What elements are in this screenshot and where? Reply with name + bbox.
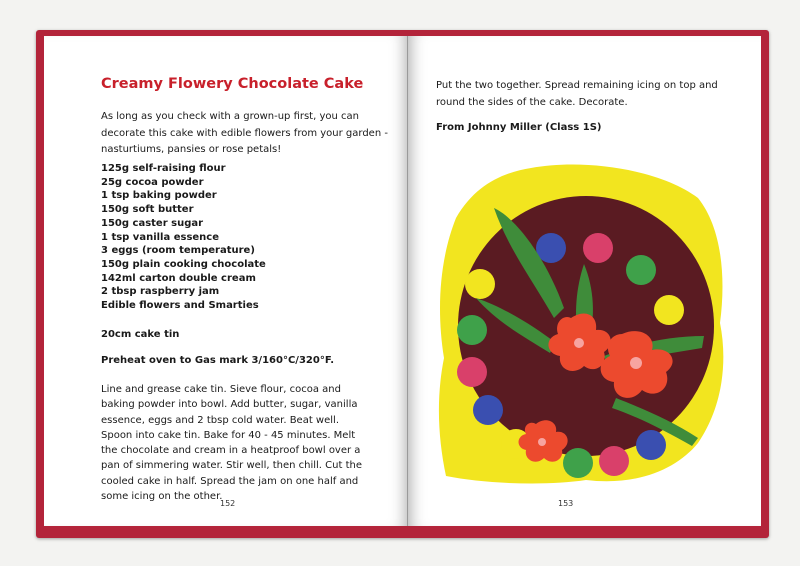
ingredient-list <box>101 162 266 313</box>
recipe-title: Creamy Flowery Chocolate Cake <box>101 76 364 92</box>
left-page <box>44 36 408 526</box>
ingredient-item: Edible flowers and Smarties <box>101 300 259 312</box>
smartie <box>457 357 487 387</box>
flower-center <box>574 338 584 348</box>
ingredient-item: 1 tsp baking powder <box>101 190 217 202</box>
ingredient-item: 125g self-raising flour <box>101 163 226 174</box>
page-number-left: 152 <box>220 499 236 508</box>
smartie <box>457 315 487 345</box>
ingredient-item: 142ml carton double cream <box>101 272 256 284</box>
smartie <box>599 446 629 476</box>
ingredient-item: 1 tsp vanilla essence <box>101 231 220 243</box>
method-text: Line and grease cake tin. Sieve flour, cocoa and baking powder into bowl. Add butter, sugar, vanilla essence, eggs and 2 tbsp cold water. Beat well. Spoon into cake tin. Bake for 40 - 45 minutes. Melt the chocolate and cream in a heatproof bowl over a pan of simmering water. Stir well, then chill. Cut the cooled cake in half. Spread the jam on one half and some icing on the other. <box>101 384 362 503</box>
flower-center <box>630 357 642 369</box>
ingredient-item: 2 tbsp raspberry jam <box>101 286 220 298</box>
recipe-intro: As long as you check with a grown-up first, you can decorate this cake with edible flowers from your garden - nasturtiums, pansies or rose petals! <box>101 111 388 155</box>
preheat-instruction: Preheat oven to Gas mark 3/160°C/320°F. <box>101 355 334 366</box>
smartie <box>654 295 684 325</box>
smartie <box>583 233 613 263</box>
right-page <box>408 36 761 526</box>
method-continuation: Put the two together. Spread remaining icing on top and round the sides of the cake. Decorate. <box>436 80 718 108</box>
child-cake-drawing <box>436 158 726 486</box>
ingredient-item: 150g plain cooking chocolate <box>101 258 266 270</box>
page-number-right: 153 <box>558 499 574 508</box>
ingredient-item: 3 eggs (room temperature) <box>101 245 255 257</box>
flower-center <box>538 438 546 446</box>
smartie <box>465 269 495 299</box>
smartie <box>626 255 656 285</box>
smartie <box>473 395 503 425</box>
cake-tin-note: 20cm cake tin <box>101 329 180 340</box>
smartie <box>563 448 593 478</box>
ingredient-item: 150g soft butter <box>101 204 194 216</box>
ingredient-item: 150g caster sugar <box>101 217 204 229</box>
recipe-author: From Johnny Miller (Class 1S) <box>436 122 602 133</box>
smartie <box>636 430 666 460</box>
ingredient-item: 25g cocoa powder <box>101 176 204 188</box>
